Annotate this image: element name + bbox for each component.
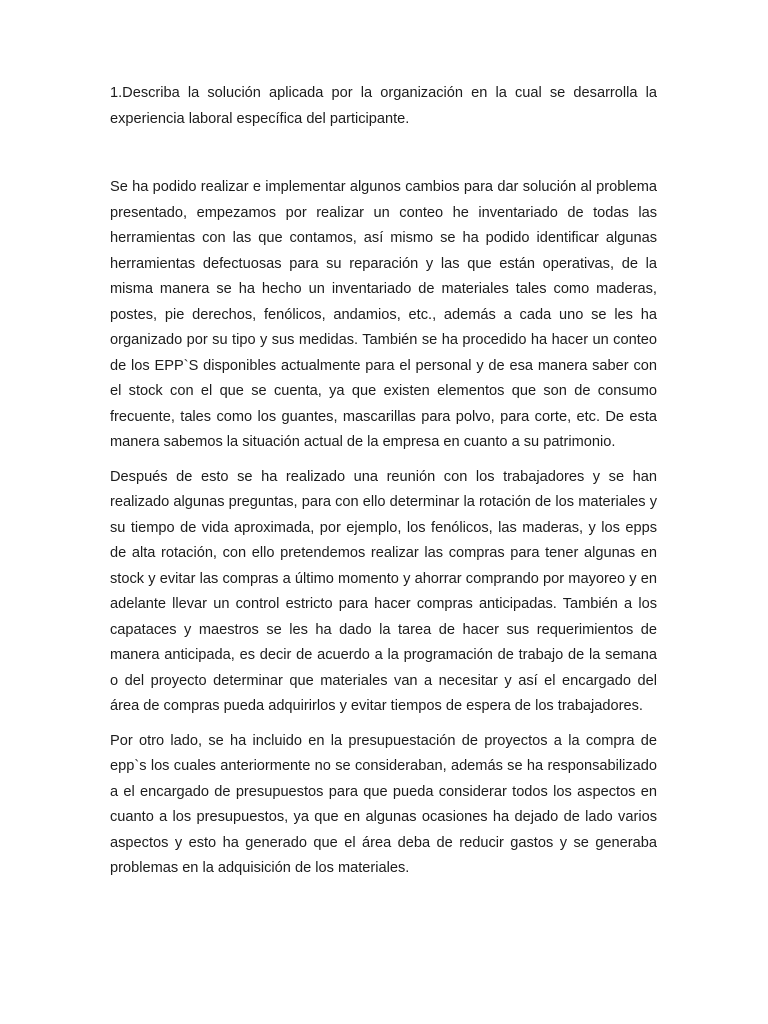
question-heading: 1.Describa la solución aplicada por la organización en la cual se desarrolla la experiencia laboral específica del participante. — [110, 85, 657, 127]
document-page — [110, 81, 657, 882]
paragraph-3: Por otro lado, se ha incluido en la presupuestación de proyectos a la compra de epp`s los cuales anteriormente no se consideraban, además se ha responsabilizado a el encargado de presupuestos para que pueda considerar todos los aspectos en cuanto a los presupuestos, ya que en algunas ocasiones ha dejado de lado varios aspectos y esto ha generado que el área deba de reducir gastos y se generaba problemas en la adquisición de los materiales. — [110, 732, 657, 876]
paragraph-2: Después de esto se ha realizado una reunión con los trabajadores y se han realizado algunas preguntas, para con ello determinar la rotación de los materiales y su tiempo de vida aproximada, por ejemplo, los fenólicos, las maderas, y los epps de alta rotación, con ello pretendemos realizar las compras para tener algunas en stock y evitar las compras a último momento y ahorrar comprando por mayoreo y en adelante llevar un control estricto para hacer compras anticipadas. También a los capataces y maestros se les ha dado la tarea de hacer sus requerimientos de manera anticipada, es decir de acuerdo a la programación de trabajo de la semana o del proyecto determinar que materiales van a necesitar y así el encargado del área de compras pueda adquirirlos y evitar tiempos de espera de los trabajadores. — [110, 468, 657, 714]
paragraph-1: Se ha podido realizar e implementar algunos cambios para dar solución al problema presentado, empezamos por realizar un conteo he inventariado de todas las herramientas con las que contamos, así mismo se ha podido identificar algunas herramientas defectuosas para su reparación y las que están operativas, de la misma manera se ha hecho un inventariado de materiales tales como maderas, postes, pie derechos, fenólicos, andamios, etc., además a cada uno se les ha organizado por su tipo y sus medidas. También se ha procedido ha hacer un conteo de los EPP`S disponibles actualmente para el personal y de esa manera saber con el stock con el que se cuenta, ya que existen elementos que son de consumo frecuente, tales como los guantes, mascarillas para polvo, para corte, etc. De esta manera sabemos la situación actual de la empresa en cuanto a su patrimonio. — [110, 179, 657, 450]
